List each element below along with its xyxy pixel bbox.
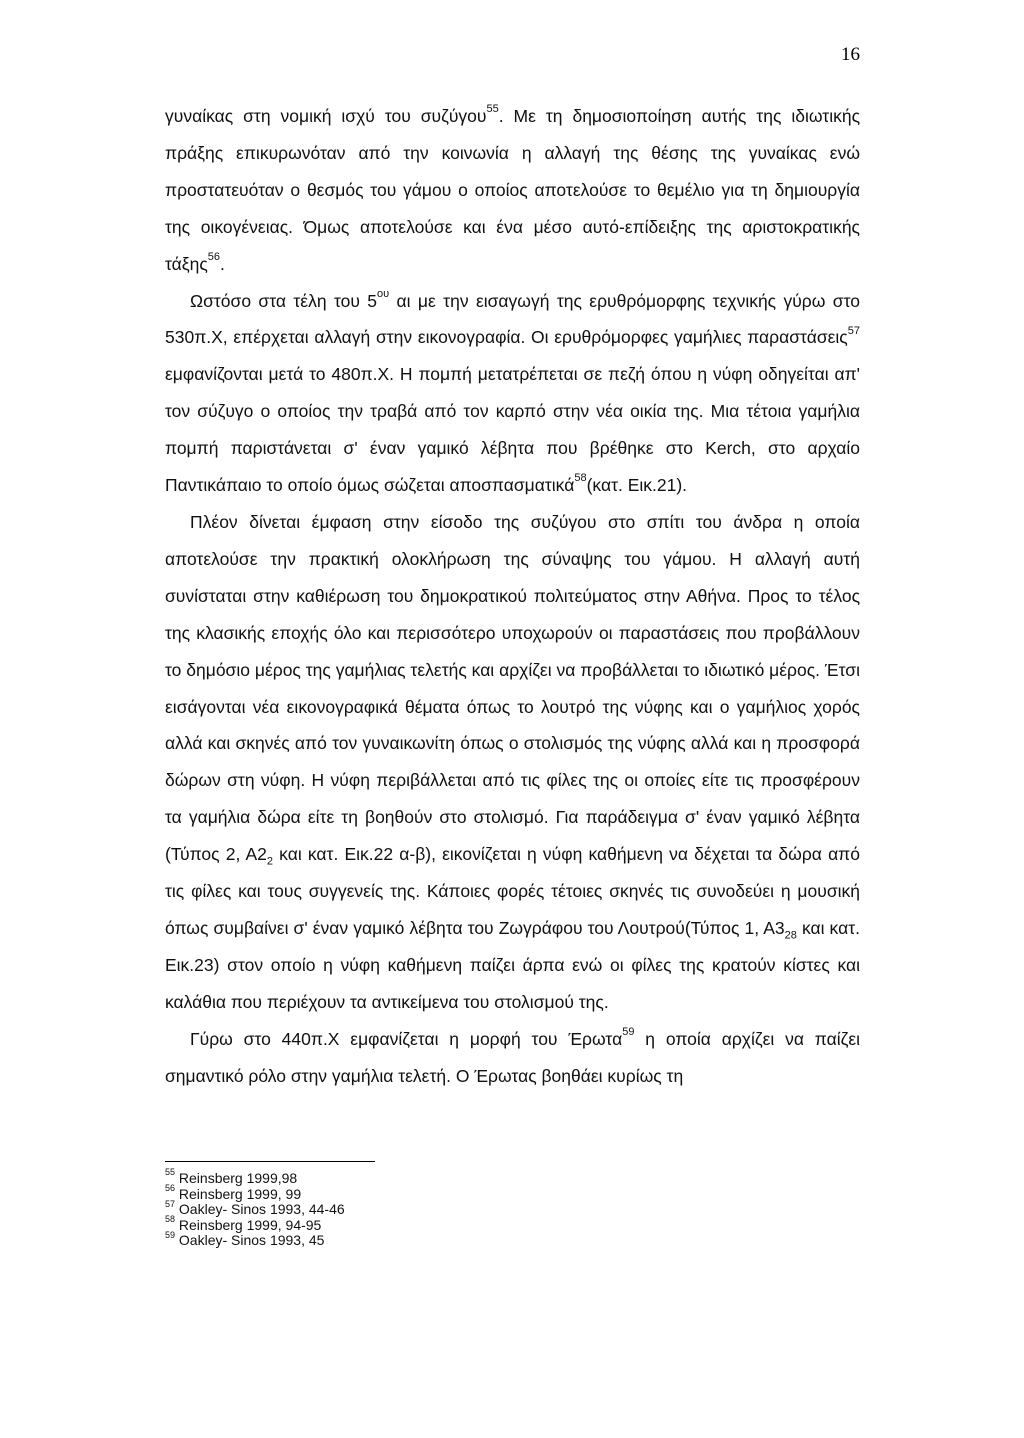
paragraph (165, 283, 860, 504)
page-number: 16 (841, 44, 860, 65)
text-segment: γυναίκας στη νομική ισχύ του συζύγου (165, 106, 487, 126)
text-segment: (κατ. Εικ.21). (586, 475, 688, 496)
footnote-ref: 58 (574, 472, 587, 485)
footnote-ref: 59 (622, 1025, 635, 1038)
footnotes (165, 1167, 345, 1249)
text-segment: Πλέον δίνεται έμφαση στην είσοδο της συζύγου στο σπίτι του άνδρα η οποία αποτελούσε την πρακτική ολοκλήρωση της σύναψης του γάμου. Η αλλαγή αυτή συνίσταται στην καθιέρωση του δημοκρατικού πολιτεύματος στην Αθήνα. Προς το τέλος της κλασικής εποχής όλο και περισσότερο υποχωρούν οι παραστάσεις που προβάλλουν το δημόσιο μέρος της γαμήλιας τελετής και αρχίζει να προβάλλεται το ιδιωτικό μέρος. Έτσι εισάγονται νέα εικονογραφικά θέματα όπως το λουτρό της νύφης και ο γαμήλιος χορός αλλά και σκηνές από τον γυναικωνίτη όπως ο στολισμός της νύφης αλλά και η προσφορά δώρων στη νύφη. Η νύφη περιβάλλεται από τις φίλες της οι οποίες είτε τις προσφέρουν τα γαμήλια δώρα είτε τη βοηθούν στο στολισμό. Για παράδειγμα σ' έναν γαμικό λέβητα (Τύπος 2, Α2 (165, 511, 860, 865)
subscript: 2 (266, 855, 274, 868)
footnote-ref: 57 (847, 324, 860, 337)
footnote-number: 55 (165, 1167, 176, 1178)
subscript: 28 (784, 929, 797, 942)
paragraph (165, 504, 860, 1021)
footnote-text: Reinsberg 1999, 99 (175, 1185, 302, 1202)
text-segment: . Με τη δημοσιοποίηση αυτής της ιδιωτικής πράξης επικυρωνόταν από την κοινωνία η αλλαγή της θέσης της γυναίκας ενώ προστατευόταν ο θεσμός του γάμου ο οποίος αποτελούσε το θεμέλιο για τη δημιουργία της οικογένειας. Όμως αποτελούσε και ένα μέσο αυτό-επίδειξης της αριστοκρατικής τάξης (165, 106, 860, 274)
paragraph (165, 1021, 860, 1095)
footnote (165, 1182, 345, 1203)
text-segment: αι με την εισαγωγή της ερυθρόμορφης τεχνικής γύρω στο 530π.Χ, επέρχεται αλλαγή στην εικονογραφία. Οι ερυθρόμορφες γαμήλιες παραστάσεις (165, 290, 860, 348)
footnote-text: Oakley- Sinos 1993, 45 (175, 1232, 325, 1249)
footnote-number: 57 (165, 1198, 176, 1209)
text-segment: Ωστόσο στα τέλη του 5 (190, 290, 378, 311)
footnote-ref: 56 (207, 250, 221, 263)
footnote-text: Oakley- Sinos 1993, 44-46 (175, 1201, 345, 1218)
footnote-ref: 55 (486, 103, 499, 116)
footnote (165, 1229, 345, 1249)
footnote-rule (165, 1161, 375, 1162)
text-segment: εμφανίζονται μετά το 480π.Χ. Η πομπή μετατρέπεται σε πεζή όπου η νύφη οδηγείται απ' τον σύζυγο ο οποίος την τραβά από τον καρπό στην νέα οικία της. Μια τέτοια γαμήλια πομπή παριστάνεται σ' έναν γαμικό λέβητα που βρέθηκε στο Kerch, στο αρχαίο Παντικάπαιο το οποίο όμως σώζεται αποσπασματικά (165, 364, 860, 496)
body-text (165, 98, 860, 1094)
footnote-number: 58 (165, 1214, 176, 1225)
footnote (165, 1198, 345, 1218)
footnote-text: Reinsberg 1999,98 (175, 1170, 298, 1186)
footnote-number: 56 (165, 1182, 176, 1193)
text-segment: η οποία αρχίζει να παίζει σημαντικό ρόλο στην γαμήλια τελετή. Ο Έρωτας βοηθάει κυρίως τη (165, 1028, 861, 1086)
text-segment: και κατ. Εικ.22 α-β), εικονίζεται η νύφη καθήμενη να δέχεται τα δώρα από τις φίλες και τους συγγενείς της. Κάποιες φορές τέτοιες σκηνές τις συνοδεύει η μουσική όπως συμβαίνει σ' έναν γαμικό λέβητα του Ζωγράφου του Λουτρού(Τύπος 1, Α3 (165, 844, 860, 938)
footnote-text: Reinsberg 1999, 94-95 (175, 1216, 322, 1233)
footnote-number: 59 (165, 1229, 176, 1240)
text-segment: Γύρω στο 440π.Χ εμφανίζεται η μορφή του Έρωτα (190, 1028, 623, 1049)
footnote-ref: ου (377, 287, 390, 300)
footnote (165, 1214, 345, 1234)
text-segment: . (220, 253, 225, 274)
text-segment: και κατ. Εικ.23) στον οποίο η νύφη καθήμενη παίζει άρπα ενώ οι φίλες της κρατούν κίστες και καλάθια που περιέχουν τα αντικείμενα του στολισμού της. (165, 917, 860, 1012)
footnote (165, 1167, 345, 1187)
paragraph (165, 98, 860, 283)
